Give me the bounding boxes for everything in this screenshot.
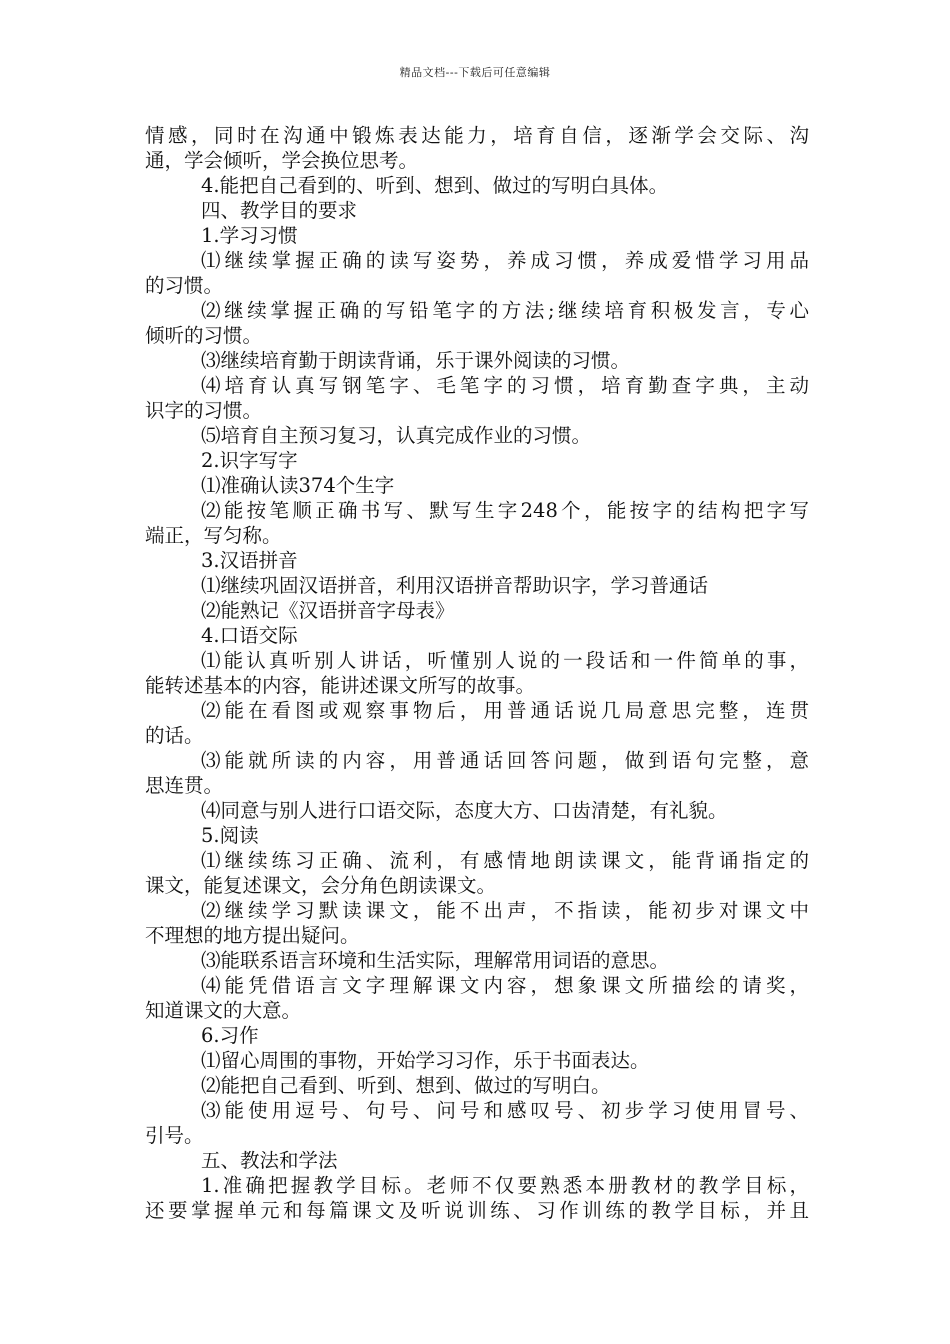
text-line: ⑶能联系语言环境和生活实际，理解常用词语的意思。 [201,949,670,972]
text-line: 1.准确把握教学目标。老师不仅要熟悉本册教材的教学目标， [201,1174,809,1197]
document-body [145,123,809,1223]
text-line: ⑶继续培育勤于朗读背诵，乐于课外阅读的习惯。 [201,349,631,372]
text-line: ⑵能熟记《汉语拼音字母表》 [201,599,455,622]
text-line: 四、教学目的要求 [201,199,358,222]
text-line: 情感，同时在沟通中锻炼表达能力，培育自信，逐渐学会交际、沟 [145,124,809,147]
text-line: ⑴准确认读374个生字 [201,474,395,497]
text-line: 思连贯。 [145,774,224,797]
text-line: 课文，能复述课文，会分角色朗读课文。 [145,874,497,897]
text-line: ⑴留心周围的事物，开始学习习作，乐于书面表达。 [201,1049,650,1072]
text-line: 五、教法和学法 [201,1149,338,1172]
text-line: ⑸培育自主预习复习，认真完成作业的习惯。 [201,424,592,447]
text-line: 5.阅读 [201,824,259,847]
text-line: ⑶能使用逗号、句号、问号和感叹号、初步学习使用冒号、 [201,1099,809,1122]
text-line: 端正，写匀称。 [145,524,282,547]
text-line: 的话。 [145,724,204,747]
text-line: 还要掌握单元和每篇课文及听说训练、习作训练的教学目标，并且 [145,1199,809,1222]
text-line: 的习惯。 [145,274,224,297]
text-line: 3.汉语拼音 [201,549,298,572]
text-line: ⑷能凭借语言文字理解课文内容，想象课文所描绘的请奖， [201,974,809,997]
text-line: ⑵能按笔顺正确书写、默写生字248个，能按字的结构把字写 [201,499,809,522]
text-line: ⑵能把自己看到、听到、想到、做过的写明白。 [201,1074,611,1097]
text-line: ⑴继续巩固汉语拼音，利用汉语拼音帮助识字，学习普通话 [201,574,709,597]
text-line: 2.识字写字 [201,449,298,472]
text-line: ⑷同意与别人进行口语交际，态度大方、口齿清楚，有礼貌。 [201,799,728,822]
text-line: 识字的习惯。 [145,399,263,422]
text-line: ⑴能认真听别人讲话，听懂别人说的一段话和一件简单的事， [201,649,809,672]
text-line: ⑷培育认真写钢笔字、毛笔字的习惯，培育勤查字典，主动 [201,374,809,397]
text-line: 知道课文的大意。 [145,999,302,1022]
text-line: ⑴继续练习正确、流利，有感情地朗读课文，能背诵指定的 [201,849,809,872]
text-line: ⑵继续掌握正确的写铅笔字的方法;继续培育积极发言，专心 [201,299,809,322]
text-line: 通，学会倾听，学会换位思考。 [145,149,419,172]
page-header: 精品文档---下载后可任意编辑 [399,66,551,79]
text-line: ⑶能就所读的内容，用普通话回答问题，做到语句完整，意 [201,749,809,772]
text-line: ⑴继续掌握正确的读写姿势，养成习惯，养成爱惜学习用品 [201,249,809,272]
text-line: 6.习作 [201,1024,259,1047]
text-line: 4.能把自己看到的、听到、想到、做过的写明白具体。 [201,174,669,197]
text-line: ⑵继续学习默读课文，能不出声，不指读，能初步对课文中 [201,899,809,922]
text-line: 1.学习习惯 [201,224,298,247]
text-line: 引号。 [145,1124,204,1147]
text-line: ⑵能在看图或观察事物后，用普通话说几局意思完整，连贯 [201,699,809,722]
text-line: 不理想的地方提出疑问。 [145,924,360,947]
text-line: 倾听的习惯。 [145,324,263,347]
text-line: 能转述基本的内容，能讲述课文所写的故事。 [145,674,536,697]
text-line: 4.口语交际 [201,624,298,647]
